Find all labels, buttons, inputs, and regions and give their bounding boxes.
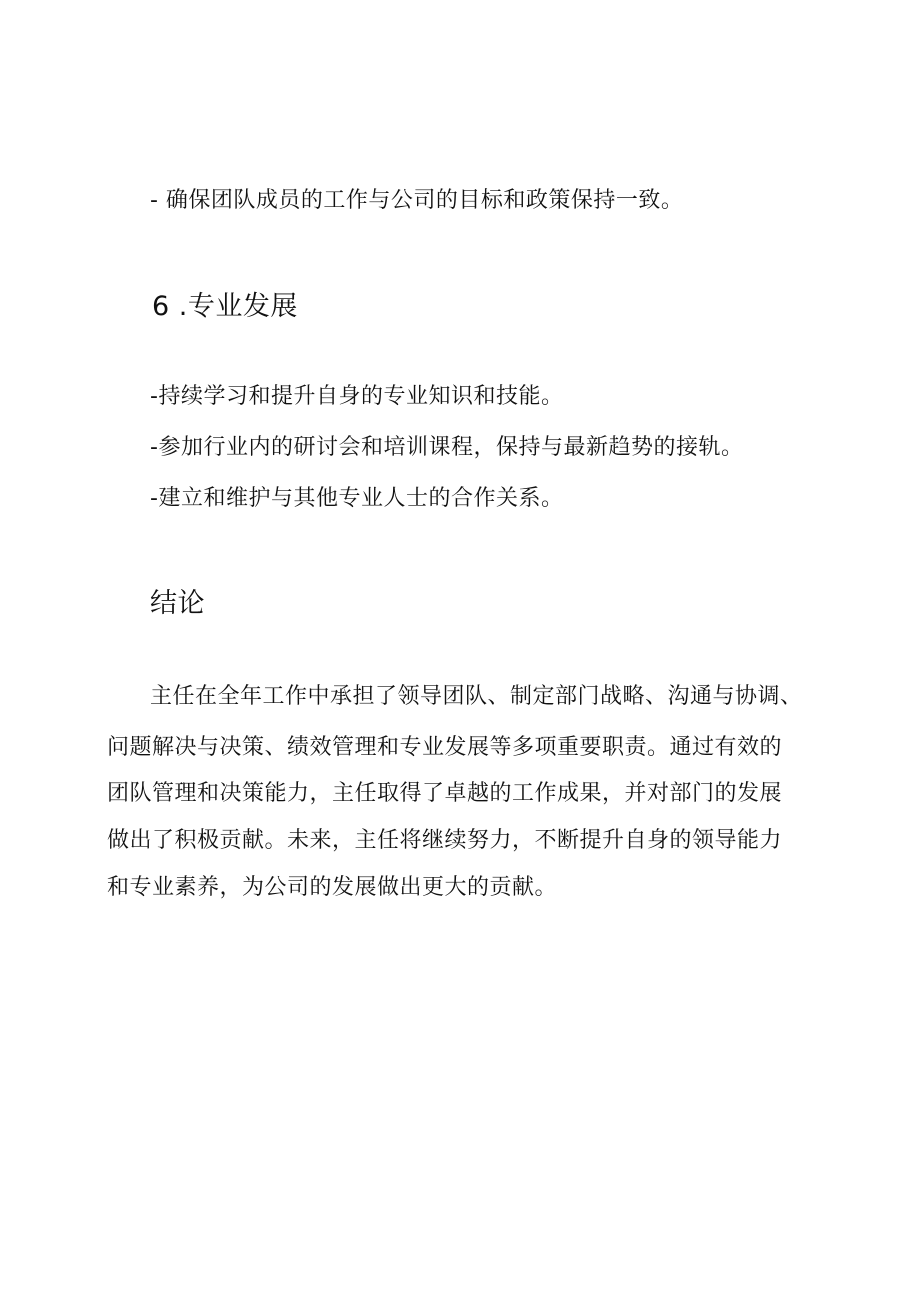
bullet-item: -参加行业内的研讨会和培训课程，保持与最新趋势的接轨。 (150, 435, 744, 460)
bullet-item: -建立和维护与其他专业人士的合作关系。 (150, 486, 564, 511)
paragraph-line: 团队管理和决策能力，主任取得了卓越的工作成果，并对部门的发展 (107, 781, 783, 806)
paragraph-line: 做出了积极贡献。未来，主任将继续努力，不断提升自身的领导能力 (107, 828, 783, 853)
paragraph-line: 和专业素养，为公司的发展做出更大的贡献。 (107, 875, 558, 900)
section-heading-conclusion: 结论 (150, 588, 205, 619)
section-heading-professional-development: 6 .专业发展 (152, 291, 298, 322)
paragraph-line: 问题解决与决策、绩效管理和专业发展等多项重要职责。通过有效的 (107, 735, 783, 760)
bullet-item: -持续学习和提升自身的专业知识和技能。 (150, 384, 564, 409)
paragraph-line: 主任在全年工作中承担了领导团队、制定部门战略、沟通与协调、 (150, 684, 803, 709)
bullet-item: - 确保团队成员的工作与公司的目标和政策保持一致。 (150, 188, 684, 213)
